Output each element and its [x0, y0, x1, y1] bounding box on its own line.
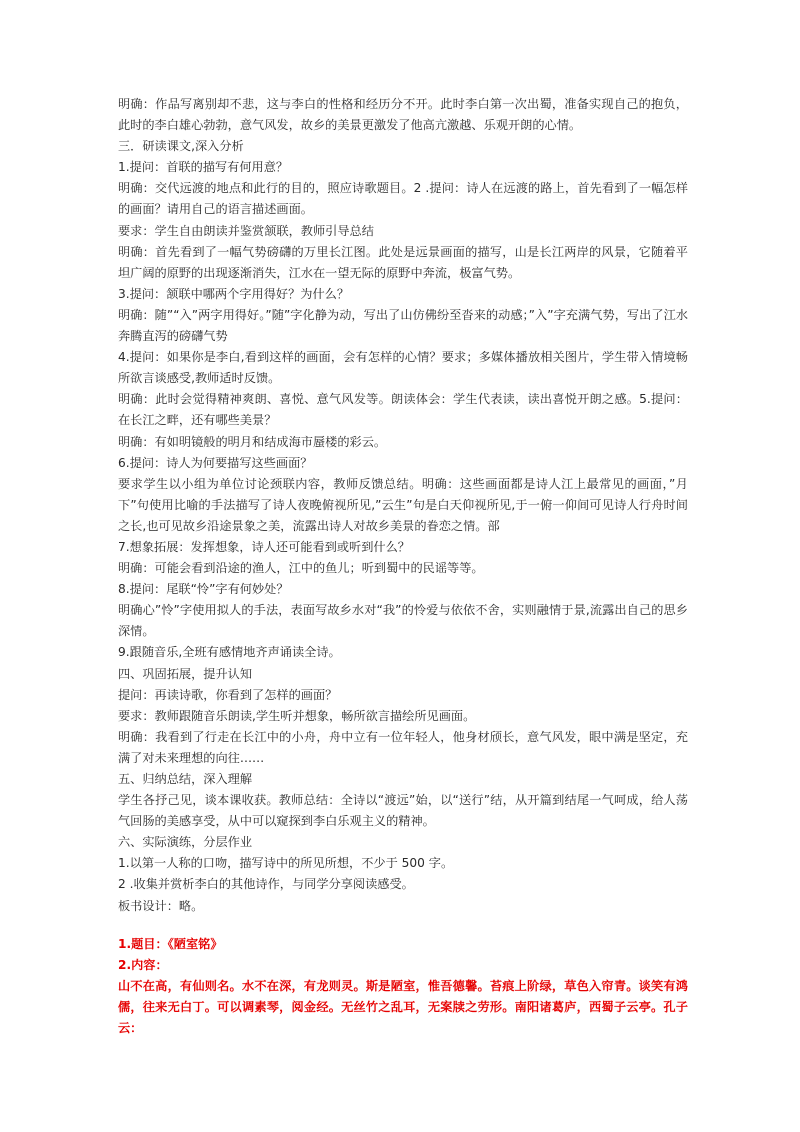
paragraph: 明确：作品写离别却不悲，这与李白的性格和经历分不开。此时李白第一次出蜀，准备实现自己的抱负，此时的李白雄心勃勃，意气风发，故乡的美景更激发了他高亢激越、乐观开朗的心情。 [118, 97, 688, 133]
paragraph: 明确：可能会看到沿途的渔人，江中的鱼儿；听到蜀中的民谣等等。 [118, 561, 484, 576]
paragraph: 明确：我看到了行走在长江中的小舟，舟中立有一位年轻人，他身材颀长，意气风发，眼中满是坚定，充满了对未来理想的向往…… [118, 729, 688, 765]
section-heading: 四、巩固拓展，提升认知 [118, 666, 253, 681]
section-heading: 三．研读课文,深入分析 [118, 139, 244, 154]
paragraph: 明确心”怜”字使用拟人的手法，表面写故乡水对“我”的怜爱与依依不舍，实则融情于景,流露出自己的思乡深情。 [118, 603, 688, 639]
paragraph: 4.提问：如果你是李白,看到这样的画面，会有怎样的心情？要求；多媒体播放相关图片，学生带入情境畅所欲言谈感受,教师适时反馈。 [118, 350, 688, 386]
paragraph: 明确：随”“入”两字用得好。”随”字化静为动，写出了山仿佛纷至沓来的动感；”入”字充满气势，写出了江水奔腾直泻的磅礴气势 [118, 307, 688, 344]
paragraph: 3.提问：颔联中哪两个字用得好？为什么？ [118, 286, 350, 301]
paragraph: 板书设计：略。 [118, 898, 204, 913]
paragraph: 要求：学生自由朗读并鉴赏颔联，教师引导总结 [118, 223, 374, 238]
red-title-line: 1.题目：《陋室铭》 [118, 937, 223, 951]
paragraph: 2 .收集并赏析李白的其他诗作，与同学分享阅读感受。 [118, 877, 414, 892]
paragraph: 9.跟随音乐,全班有感情地齐声诵读全诗。 [118, 645, 341, 660]
paragraph: 明确：交代远渡的地点和此行的目的，照应诗歌题目。2 .提问：诗人在远渡的路上，首先看到了一幅怎样的画面？请用自己的语言描述画面。 [118, 181, 688, 217]
paragraph: 1.提问：首联的描写有何用意？ [118, 160, 289, 175]
paragraph: 提问：再读诗歌，你看到了怎样的画面？ [118, 687, 338, 702]
section-heading: 五、归纳总结，深入理解 [118, 772, 253, 786]
paragraph: 6.提问：诗人为何要描写这些画面？ [118, 455, 313, 470]
paragraph: 8.提问：尾联“怜”字有何妙处？ [118, 582, 289, 597]
paragraph: 要求：教师跟随音乐朗读,学生听并想象，畅所欲言描绘所见画面。 [118, 708, 476, 723]
paragraph: 1.以第一人称的口吻，描写诗中的所见所想，不少于 500 字。 [118, 856, 454, 871]
paragraph: 要求学生以小组为单位讨论颈联内容，教师反馈总结。明确：这些画面都是诗人江上最常见的画面，”月下”句使用比喻的手法描写了诗人夜晚俯视所见,”云生”句是白天仰视所见,于一俯一仰间可见诗人行舟时间之长,也可见故乡沿途景象之美，流露出诗人对故乡美景的眷恋之情。部 [118, 476, 688, 533]
paragraph: 明确：此时会觉得精神爽朗、喜悦、意气风发等。朗读体会：学生代表读，读出喜悦开朗之感。5.提问：在长江之畔，还有哪些美景？ [118, 392, 688, 428]
paragraph: 明确：有如明镜般的明月和结成海市蜃楼的彩云。 [118, 434, 387, 449]
paragraph: 7.想象拓展：发挥想象，诗人还可能看到或听到什么？ [118, 539, 410, 554]
paragraph: 明确：首先看到了一幅气势磅礴的万里长江图。此处是远景画面的描写，山是长江两岸的风景，它随着平坦广阔的原野的出现逐渐消失，江水在一望无际的原野中奔流，极富气势。 [118, 244, 688, 280]
paragraph: 学生各抒己见，谈本课收获。教师总结：全诗以“渡远”始，以“送行”结，从开篇到结尾一气呵成，给人荡气回肠的美感享受，从中可以窥探到李白乐观主义的精神。 [118, 793, 688, 829]
lesson-body [118, 94, 688, 917]
section-heading: 六、实际演练，分层作业 [118, 835, 253, 850]
red-content-text: 山不在高，有仙则名。水不在深，有龙则灵。斯是陋室，惟吾德馨。苔痕上阶绿，草色入帘青。谈笑有鸿儒，往来无白丁。可以调素琴，阅金经。无丝竹之乱耳，无案牍之劳形。南阳诸葛庐，西蜀子云亭。孔子云： [118, 979, 688, 1035]
red-content-label: 2.内容： [118, 958, 168, 972]
red-highlight-section [118, 934, 688, 1039]
